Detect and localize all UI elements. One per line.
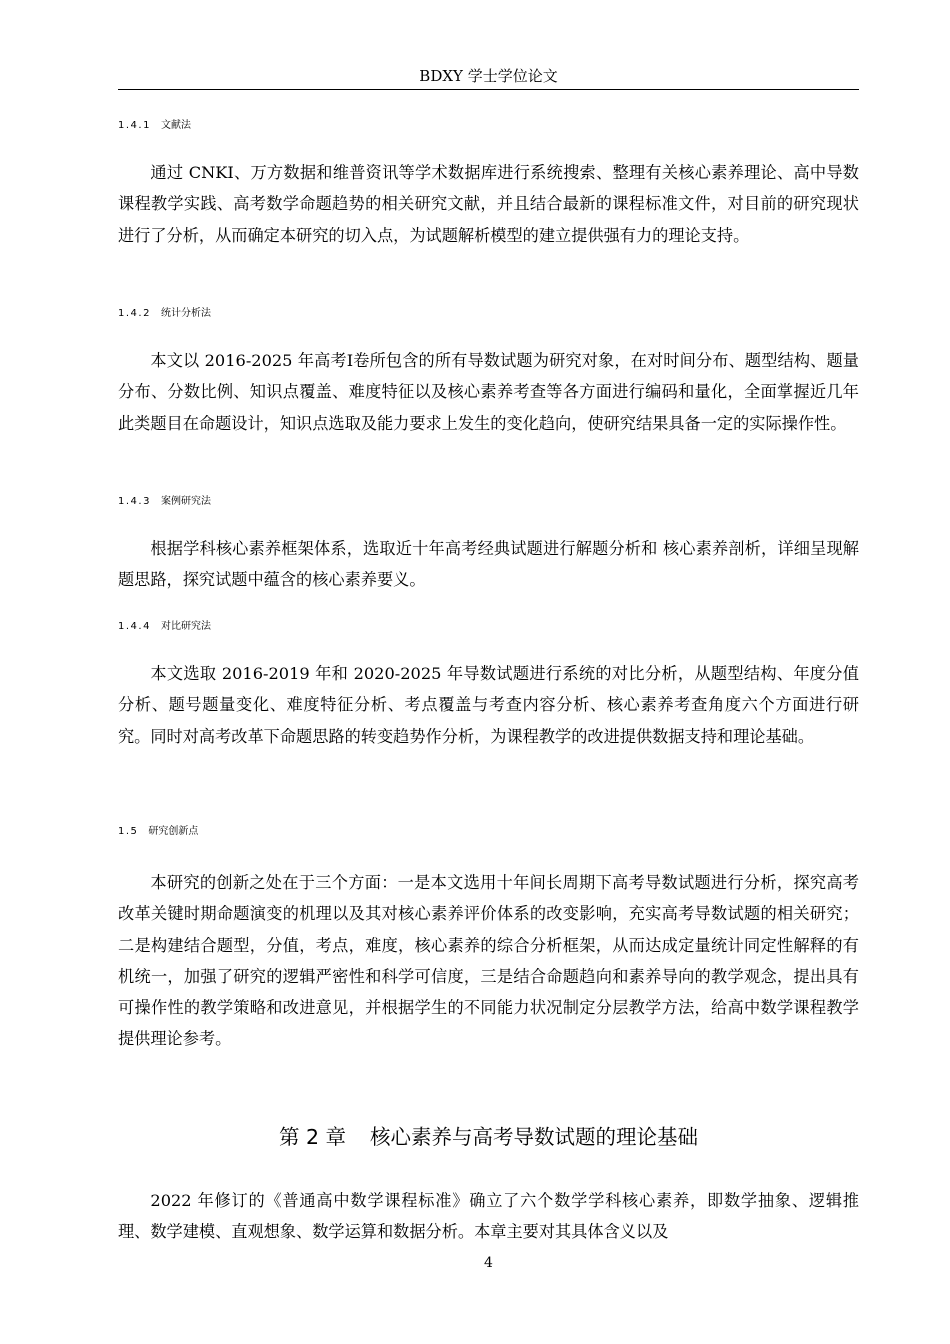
paragraph-innovation: 本研究的创新之处在于三个方面：一是本文选用十年间长周期下高考导数试题进行分析，探究高考改革关键时期命题演变的机理以及其对核心素养评价体系的改变影响，充实高考导数试题的相关研究；二是构建结合题型，分值，考点，难度，核心素养的综合分析框架，从而达成定量统计同定性解释的有机统一，加强了研究的逻辑严密性和科学可信度，三是结合命题趋向和素养导向的教学观念，提出具有可操作性的教学策略和改进意见，并根据学生的不同能力状况制定分层教学方法，给高中数学课程教学提供理论参考。 xyxy=(118,873,859,1049)
chapter-heading xyxy=(118,1122,859,1152)
section-title: 对比研究法 xyxy=(160,621,211,632)
section-number: 1.5 xyxy=(118,826,139,837)
section-title: 研究创新点 xyxy=(148,826,199,837)
paragraph-statistical-method: 本文以 2016-2025 年高考Ⅰ卷所包含的所有导数试题为研究对象，在对时间分布、题型结构、题量分布、分数比例、知识点覆盖、难度特征以及核心素养考查等各方面进行编码和量化，全面掌握近几年此类题目在命题设计，知识点选取及能力要求上发生的变化趋向，使研究结果具备一定的实际操作性。 xyxy=(118,351,859,433)
section-heading-1-4-1 xyxy=(118,119,191,133)
paragraph-literature-method: 通过 CNKI、万方数据和维普资讯等学术数据库进行系统搜索、整理有关核心素养理论、高中导数课程教学实践、高考数学命题趋势的相关研究文献，并且结合最新的课程标准文件，对目前的研究现状进行了分析，从而确定本研究的切入点，为试题解析模型的建立提供强有力的理论支持。 xyxy=(118,163,859,245)
section-title: 统计分析法 xyxy=(160,308,211,319)
paragraph-case-study-method: 根据学科核心素养框架体系，选取近十年高考经典试题进行解题分析和 核心素养剖析，详细呈现解题思路，探究试题中蕴含的核心素养要义。 xyxy=(118,539,859,590)
section-heading-1-5 xyxy=(118,825,198,839)
paragraph-comparative-method: 本文选取 2016-2019 年和 2020-2025 年导数试题进行系统的对比分析，从题型结构、年度分值分析、题号题量变化、难度特征分析、考点覆盖与考查内容分析、核心素养考查角度六个方面进行研究。同时对高考改革下命题思路的转变趋势作分析，为课程教学的改进提供数据支持和理论基础。 xyxy=(118,664,859,746)
section-number: 1.4.4 xyxy=(118,621,151,632)
section-heading-1-4-3 xyxy=(118,495,211,509)
section-number: 1.4.1 xyxy=(118,120,151,131)
chapter-label: 第 2 章 xyxy=(278,1125,347,1149)
section-heading-1-4-4 xyxy=(118,620,211,634)
section-title: 文献法 xyxy=(160,120,191,131)
header-divider xyxy=(118,89,859,90)
running-header: BDXY 学士学位论文 xyxy=(419,67,558,85)
page-number: 4 xyxy=(484,1255,493,1271)
section-title: 案例研究法 xyxy=(160,496,211,507)
section-heading-1-4-2 xyxy=(118,307,211,321)
chapter-title: 核心素养与高考导数试题的理论基础 xyxy=(370,1125,699,1149)
section-number: 1.4.2 xyxy=(118,308,151,319)
paragraph-chapter2-intro: 2022 年修订的《普通高中数学课程标准》确立了六个数学学科核心素养，即数学抽象、逻辑推理、数学建模、直观想象、数学运算和数据分析。本章主要对其具体含义以及 xyxy=(118,1191,859,1242)
section-number: 1.4.3 xyxy=(118,496,151,507)
